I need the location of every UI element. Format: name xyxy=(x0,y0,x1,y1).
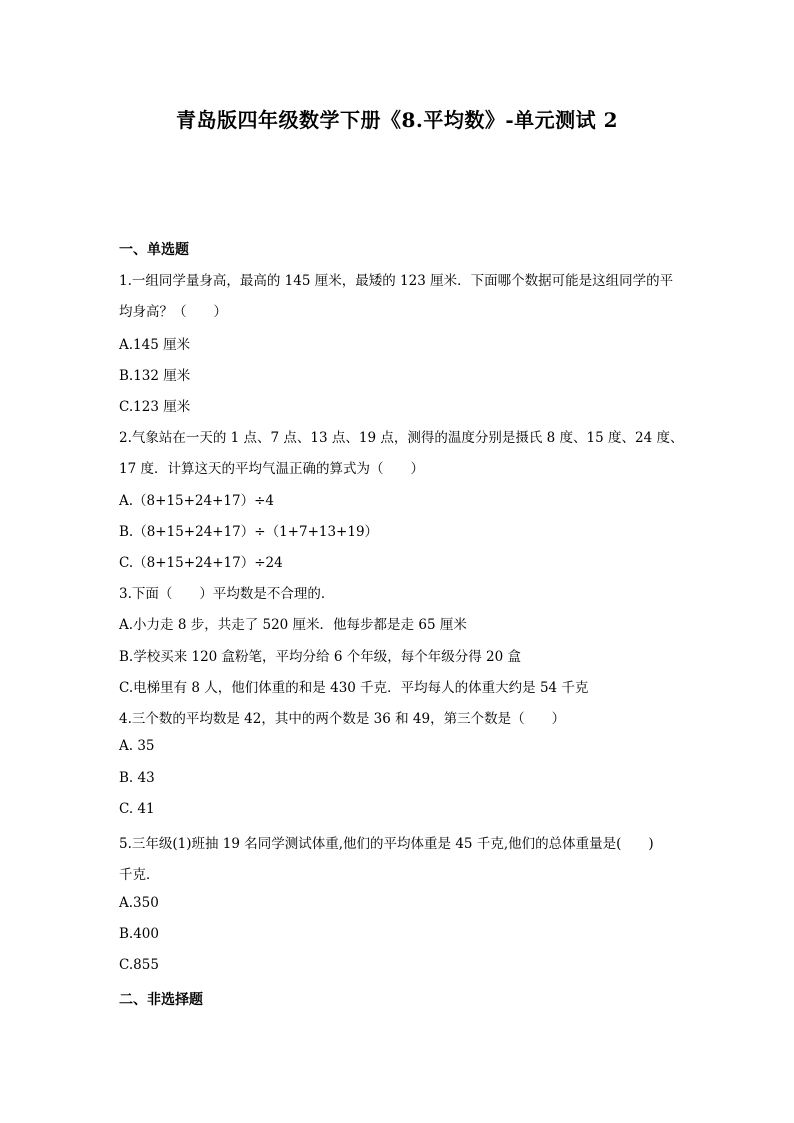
question-2-stem-line-1: 2.气象站在一天的 1 点、7 点、13 点、19 点，测得的温度分别是摄氏 8 度、15 度、24 度、 xyxy=(119,430,684,446)
question-5-option-c: C.855 xyxy=(119,957,159,973)
question-5-stem-line-2: 千克． xyxy=(119,867,160,883)
question-2-option-c: C.（8+15+24+17）÷24 xyxy=(119,555,283,571)
question-4-option-a: A. 35 xyxy=(119,738,155,754)
question-4-option-b: B. 43 xyxy=(119,770,155,786)
question-3-option-c: C.电梯里有 8 人，他们体重的和是 430 千克．平均每人的体重大约是 54 千克 xyxy=(119,680,589,696)
question-3-option-b: B.学校买来 120 盒粉笔，平均分给 6 个年级，每个年级分得 20 盒 xyxy=(119,649,521,665)
question-1-option-b: B.132 厘米 xyxy=(119,368,191,384)
question-3-option-a: A.小力走 8 步，共走了 520 厘米．他每步都是走 65 厘米 xyxy=(119,617,467,633)
question-5-stem-line-1: 5.三年级(1)班抽 19 名同学测试体重,他们的平均体重是 45 千克,他们的总体重量是( ) xyxy=(119,836,654,852)
question-2-option-b: B.（8+15+24+17）÷（1+7+13+19） xyxy=(119,524,379,540)
question-2-stem-line-2: 17 度．计算这天的平均气温正确的算式为（ ） xyxy=(119,461,424,477)
question-1-option-c: C.123 厘米 xyxy=(119,399,191,415)
question-5-option-b: B.400 xyxy=(119,926,159,942)
question-4-stem: 4.三个数的平均数是 42，其中的两个数是 36 和 49，第三个数是（ ） xyxy=(119,711,566,727)
question-1-stem-line-1: 1.一组同学量身高，最高的 145 厘米，最矮的 123 厘米．下面哪个数据可能是这组同学的平 xyxy=(119,273,674,289)
question-4-option-c: C. 41 xyxy=(119,801,155,817)
question-2-option-a: A.（8+15+24+17）÷4 xyxy=(119,493,274,509)
question-5-option-a: A.350 xyxy=(119,895,159,911)
question-3-stem: 3.下面（ ）平均数是不合理的． xyxy=(119,586,335,602)
section-heading-single-choice: 一、单选题 xyxy=(119,242,189,258)
question-1-option-a: A.145 厘米 xyxy=(119,337,191,353)
question-1-stem-line-2: 均身高？（ ） xyxy=(119,304,227,320)
section-heading-non-choice: 二、非选择题 xyxy=(119,992,203,1008)
document-title: 青岛版四年级数学下册《8.平均数》-单元测试 2 xyxy=(175,108,619,132)
